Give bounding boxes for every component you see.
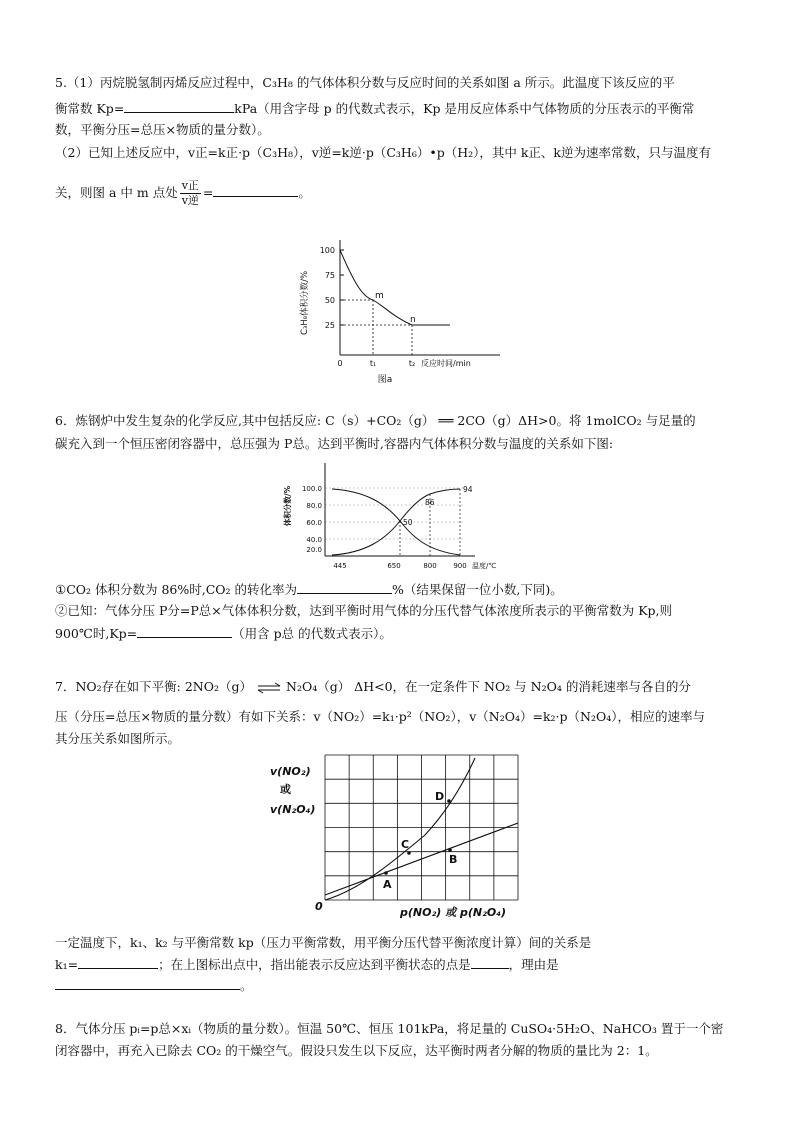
fig7-point-c: [407, 851, 411, 855]
q5-line2: [55, 97, 745, 120]
equilibrium-arrow-icon: [256, 681, 282, 695]
q5-line4: （2）已知上述反应中，v正=k正·p（C₃H₈），v逆=k逆·p（C₃H₆）•p（H₂），其中 k正、k逆为速率常数，只与温度有: [55, 145, 712, 160]
q5-line2-pre: 衡常数 Kp=: [55, 101, 125, 116]
fig6-series-co: [332, 489, 460, 555]
figure-a-chart: [285, 235, 515, 390]
q6-kp-blank[interactable]: [137, 622, 232, 638]
frac-denominator: v逆: [181, 194, 199, 207]
figure-q6-chart: [280, 458, 530, 573]
q7-line6-end: 。: [240, 978, 253, 993]
q7-line5-post: ，理由是: [508, 957, 559, 972]
fig6-ytick-20: 20.0: [306, 546, 322, 554]
fig7-ylabel-line3: v(N₂O₄): [270, 803, 316, 816]
fig7-label-d: D: [435, 790, 445, 803]
fig7-label-c: C: [401, 838, 410, 851]
q6-line5: [55, 622, 745, 645]
q6-conversion-blank[interactable]: [297, 578, 392, 594]
fig6-xlabel: 温度/℃: [472, 562, 497, 570]
fig6-anno-94: 94: [463, 485, 473, 494]
fig-a-caption: 图a: [377, 375, 393, 385]
q7-line3: 其分压关系如图所示。: [55, 731, 181, 746]
q5-line3: 数，平衡分压=总压×物质的量分数）。: [55, 122, 270, 137]
fig-a-axes: [340, 240, 500, 355]
q6-line3: [55, 578, 745, 601]
q5-line5-pre: 关，则图 a 中 m 点处: [55, 185, 178, 200]
fig-a-dashes: [340, 300, 412, 355]
fig-a-ytick-25: 25: [324, 321, 335, 330]
fig7-point-d: [447, 799, 451, 803]
fig7-label-b: B: [449, 853, 458, 866]
figure-q7-chart: [265, 750, 540, 925]
q6-line4: ②已知：气体分压 P分=P总×气体体积分数，达到平衡时用气体的分压代替气体浓度所表示的平衡常数为 Kp,则: [55, 603, 673, 618]
q5-line1: 5.（1）丙烷脱氢制丙烯反应过程中，C₃H₈ 的气体体积分数与反应时间的关系如图 a 所示。此温度下该反应的平: [55, 75, 675, 90]
fig-a-ytick-50: 50: [324, 296, 335, 305]
fig6-anno-86: 86: [425, 498, 435, 507]
fig6-ytick-40: 40.0: [306, 536, 322, 544]
q5-line5-end: 。: [298, 185, 311, 200]
q7-line4: 一定温度下，k₁、k₂ 与平衡常数 kp（压力平衡常数，用平衡分压代替平衡浓度计算）间的关系是: [55, 935, 592, 950]
q5-line5-post: =: [202, 185, 214, 200]
fig-a-xtick-0: 0: [337, 359, 343, 368]
fig7-ylabel-line2: 或: [280, 783, 291, 796]
q6-line5-pre: 900℃时,Kp=: [55, 626, 138, 641]
q7-line1-post: N₂O₄（g） ΔH<0，在一定条件下 NO₂ 与 N₂O₄ 的消耗速率与各自的分: [286, 679, 691, 694]
q7-line2: 压（分压=总压×物质的量分数）有如下关系：v（NO₂）=k₁·p²（NO₂），v（N₂O₄）=k₂·p（N₂O₄），相应的速率与: [55, 709, 705, 724]
fig7-point-b: [448, 848, 452, 852]
fig-a-ylabel: C₃H₈体积分数/%: [300, 270, 310, 336]
fig-a-xtick-t2: t₂: [408, 359, 416, 368]
fig-a-xtick-t1: t₁: [369, 359, 377, 368]
fig6-ytick-60: 60.0: [306, 519, 322, 527]
fig6-xtick-650: 650: [387, 562, 401, 570]
q7-point-blank[interactable]: [471, 953, 509, 969]
fig7-ylabel-line1: v(NO₂): [270, 765, 311, 778]
fig-a-ytick-100: 100: [319, 246, 335, 255]
fig7-xlabel: p(NO₂) 或 p(N₂O₄): [400, 906, 507, 919]
fig6-xtick-800: 800: [423, 562, 437, 570]
q7-k1-blank[interactable]: [78, 953, 158, 969]
q7-reason-blank[interactable]: [55, 974, 240, 990]
fig6-ylabel: 体积分数/%: [283, 485, 292, 527]
q5-kp-blank[interactable]: [124, 97, 234, 113]
q6-line1: 6．炼钢炉中发生复杂的化学反应,其中包括反应: C（s）+CO₂（g） ══ 2CO（g）ΔH>0。将 1molCO₂ 与足量的: [55, 413, 696, 428]
fig6-series-co2: [332, 489, 460, 555]
fig7-point-a: [384, 871, 388, 875]
fig7-label-a: A: [383, 878, 392, 891]
q8-line1: 8．气体分压 pᵢ=p总×xᵢ（物质的量分数）。恒温 50℃、恒压 101kPa，将足量的 CuSO₄·5H₂O、NaHCO₃ 置于一个密: [55, 1021, 724, 1036]
q5-line5: [55, 176, 745, 210]
q6-line3-post: %（结果保留一位小数,下同)。: [392, 582, 563, 597]
q6-line2: 碳充入到一个恒压密闭容器中，总压强为 P总。达到平衡时,容器内气体体积分数与温度的关系如下图:: [55, 436, 614, 451]
q7-line5-pre: k₁=: [55, 957, 79, 972]
q7-line5: [55, 953, 745, 976]
v-ratio-fraction: [180, 179, 201, 208]
q6-line5-post: （用含 p总 的代数式表示）。: [232, 626, 392, 641]
fig-a-xlabel: 反应时间/min: [421, 359, 471, 368]
q7-line6: [55, 974, 745, 997]
fig6-ytick-80: 80.0: [306, 502, 322, 510]
q7-line1: [55, 676, 745, 698]
fig6-ytick-100: 100.0: [301, 485, 322, 493]
q8-line2: 闭容器中，再充入已除去 CO₂ 的干燥空气。假设只发生以下反应，达平衡时两者分解的物质的量比为 2：1。: [55, 1043, 658, 1058]
fig6-gridlines: [325, 488, 465, 539]
q6-line3-pre: ①CO₂ 体积分数为 86%时,CO₂ 的转化率为: [55, 582, 298, 597]
fig7-grid: [325, 755, 518, 900]
fig-a-curve: [340, 250, 450, 325]
q5-line2-post: kPa（用含字母 p 的代数式表示，Kp 是用反应体系中气体物质的分压表示的平衡常: [234, 101, 695, 116]
q5-ratio-blank[interactable]: [213, 181, 298, 197]
fig6-xtick-445: 445: [333, 562, 347, 570]
fig6-anno-50: 50: [403, 518, 413, 527]
q7-line1-pre: 7．NO₂存在如下平衡: 2NO₂（g）: [55, 679, 252, 694]
fig-a-ytick-75: 75: [324, 271, 335, 280]
fig-a-ytick-marks: [340, 250, 344, 325]
frac-numerator: v正: [181, 179, 199, 192]
fig-a-point-n: n: [410, 315, 416, 325]
q7-line5-mid: ；在上图标出点中，指出能表示反应达到平衡状态的点是: [158, 957, 471, 972]
fig7-origin-label: 0: [315, 900, 323, 913]
fig-a-point-m: m: [375, 291, 384, 301]
fig6-xtick-900: 900: [453, 562, 467, 570]
